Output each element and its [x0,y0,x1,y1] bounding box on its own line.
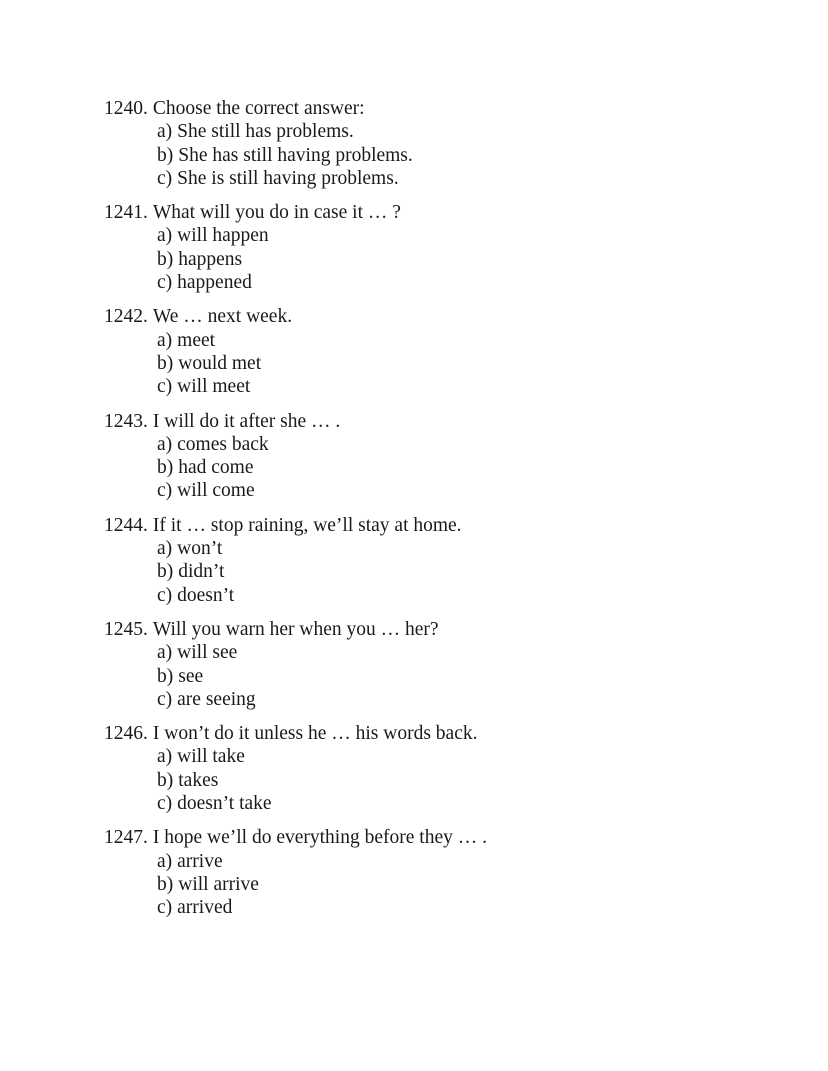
question-number: 1242. [104,306,148,328]
question-text: I will do it after she … . [152,410,341,432]
option-letter: a) [157,746,173,768]
options-list [104,120,784,190]
option-letter: a) [157,329,173,351]
option-text: She is still having problems. [177,167,399,189]
option-text: will arrive [178,873,259,895]
option-a [157,537,784,560]
question-text: Will you warn her when you … her? [152,618,439,640]
options-list [104,641,784,711]
option-letter: c) [157,376,173,398]
option-letter: b) [157,873,174,895]
option-text: arrive [177,850,223,872]
question-text: I won’t do it unless he … his words back. [152,723,478,745]
question-line [104,201,784,224]
option-letter: a) [157,433,173,455]
option-text: will take [177,746,245,768]
document-page [104,97,784,931]
question-number: 1246. [104,723,148,745]
question-number: 1243. [104,410,148,432]
option-text: would met [178,352,262,374]
option-text: meet [177,329,216,351]
option-b [157,352,784,375]
option-letter: c) [157,167,173,189]
option-text: She has still having problems. [178,144,413,166]
option-letter: b) [157,352,174,374]
options-list [104,537,784,607]
question-1244 [104,514,784,607]
option-c [157,167,784,190]
option-b [157,560,784,583]
question-1247 [104,826,784,919]
option-letter: a) [157,538,173,560]
option-letter: b) [157,561,174,583]
question-number: 1241. [104,202,148,224]
option-b [157,665,784,688]
option-letter: a) [157,225,173,247]
question-number: 1247. [104,827,148,849]
question-1246 [104,722,784,815]
question-1241 [104,201,784,294]
option-a [157,329,784,352]
option-letter: a) [157,121,173,143]
option-text: will see [177,642,238,664]
question-line [104,305,784,328]
options-list [104,850,784,920]
option-letter: b) [157,457,174,479]
option-b [157,769,784,792]
option-letter: b) [157,248,174,270]
options-list [104,224,784,294]
option-letter: a) [157,642,173,664]
option-text: will meet [177,376,251,398]
question-line [104,618,784,641]
question-text: I hope we’ll do everything before they … . [152,827,487,849]
option-text: She still has problems. [177,121,354,143]
option-b [157,248,784,271]
option-c [157,584,784,607]
option-letter: c) [157,897,173,919]
option-c [157,271,784,294]
option-b [157,456,784,479]
options-list [104,745,784,815]
option-letter: b) [157,144,174,166]
question-line [104,722,784,745]
question-number: 1240. [104,98,148,119]
question-text: We … next week. [152,306,293,328]
option-text: didn’t [178,561,225,583]
option-c [157,688,784,711]
option-letter: b) [157,769,174,791]
option-text: doesn’t take [177,793,272,815]
option-letter: a) [157,850,173,872]
question-text: Choose the correct answer: [152,98,365,119]
option-a [157,224,784,247]
option-a [157,850,784,873]
question-1240 [104,97,784,190]
option-text: comes back [177,433,269,455]
option-text: will happen [177,225,269,247]
question-1245 [104,618,784,711]
option-c [157,792,784,815]
option-text: happens [178,248,243,270]
question-number: 1244. [104,514,148,536]
option-c [157,479,784,502]
option-c [157,896,784,919]
option-letter: c) [157,688,173,710]
option-c [157,375,784,398]
option-text: doesn’t [177,584,235,606]
option-text: had come [178,457,254,479]
question-1243 [104,410,784,503]
option-letter: b) [157,665,174,687]
option-text: happened [177,272,252,294]
option-a [157,641,784,664]
question-line [104,514,784,537]
option-letter: c) [157,584,173,606]
options-list [104,329,784,399]
option-b [157,144,784,167]
options-list [104,433,784,503]
question-line [104,410,784,433]
option-a [157,745,784,768]
option-text: will come [177,480,255,502]
option-b [157,873,784,896]
question-text: If it … stop raining, we’ll stay at home. [152,514,462,536]
question-number: 1245. [104,618,148,640]
option-text: see [178,665,204,687]
question-line [104,826,784,849]
option-text: won’t [177,538,223,560]
question-1242 [104,305,784,398]
option-text: arrived [177,897,233,919]
option-letter: c) [157,793,173,815]
option-text: takes [178,769,219,791]
option-letter: c) [157,272,173,294]
option-a [157,433,784,456]
option-a [157,120,784,143]
option-text: are seeing [177,688,256,710]
question-text: What will you do in case it … ? [152,202,401,224]
question-line [104,97,784,120]
option-letter: c) [157,480,173,502]
